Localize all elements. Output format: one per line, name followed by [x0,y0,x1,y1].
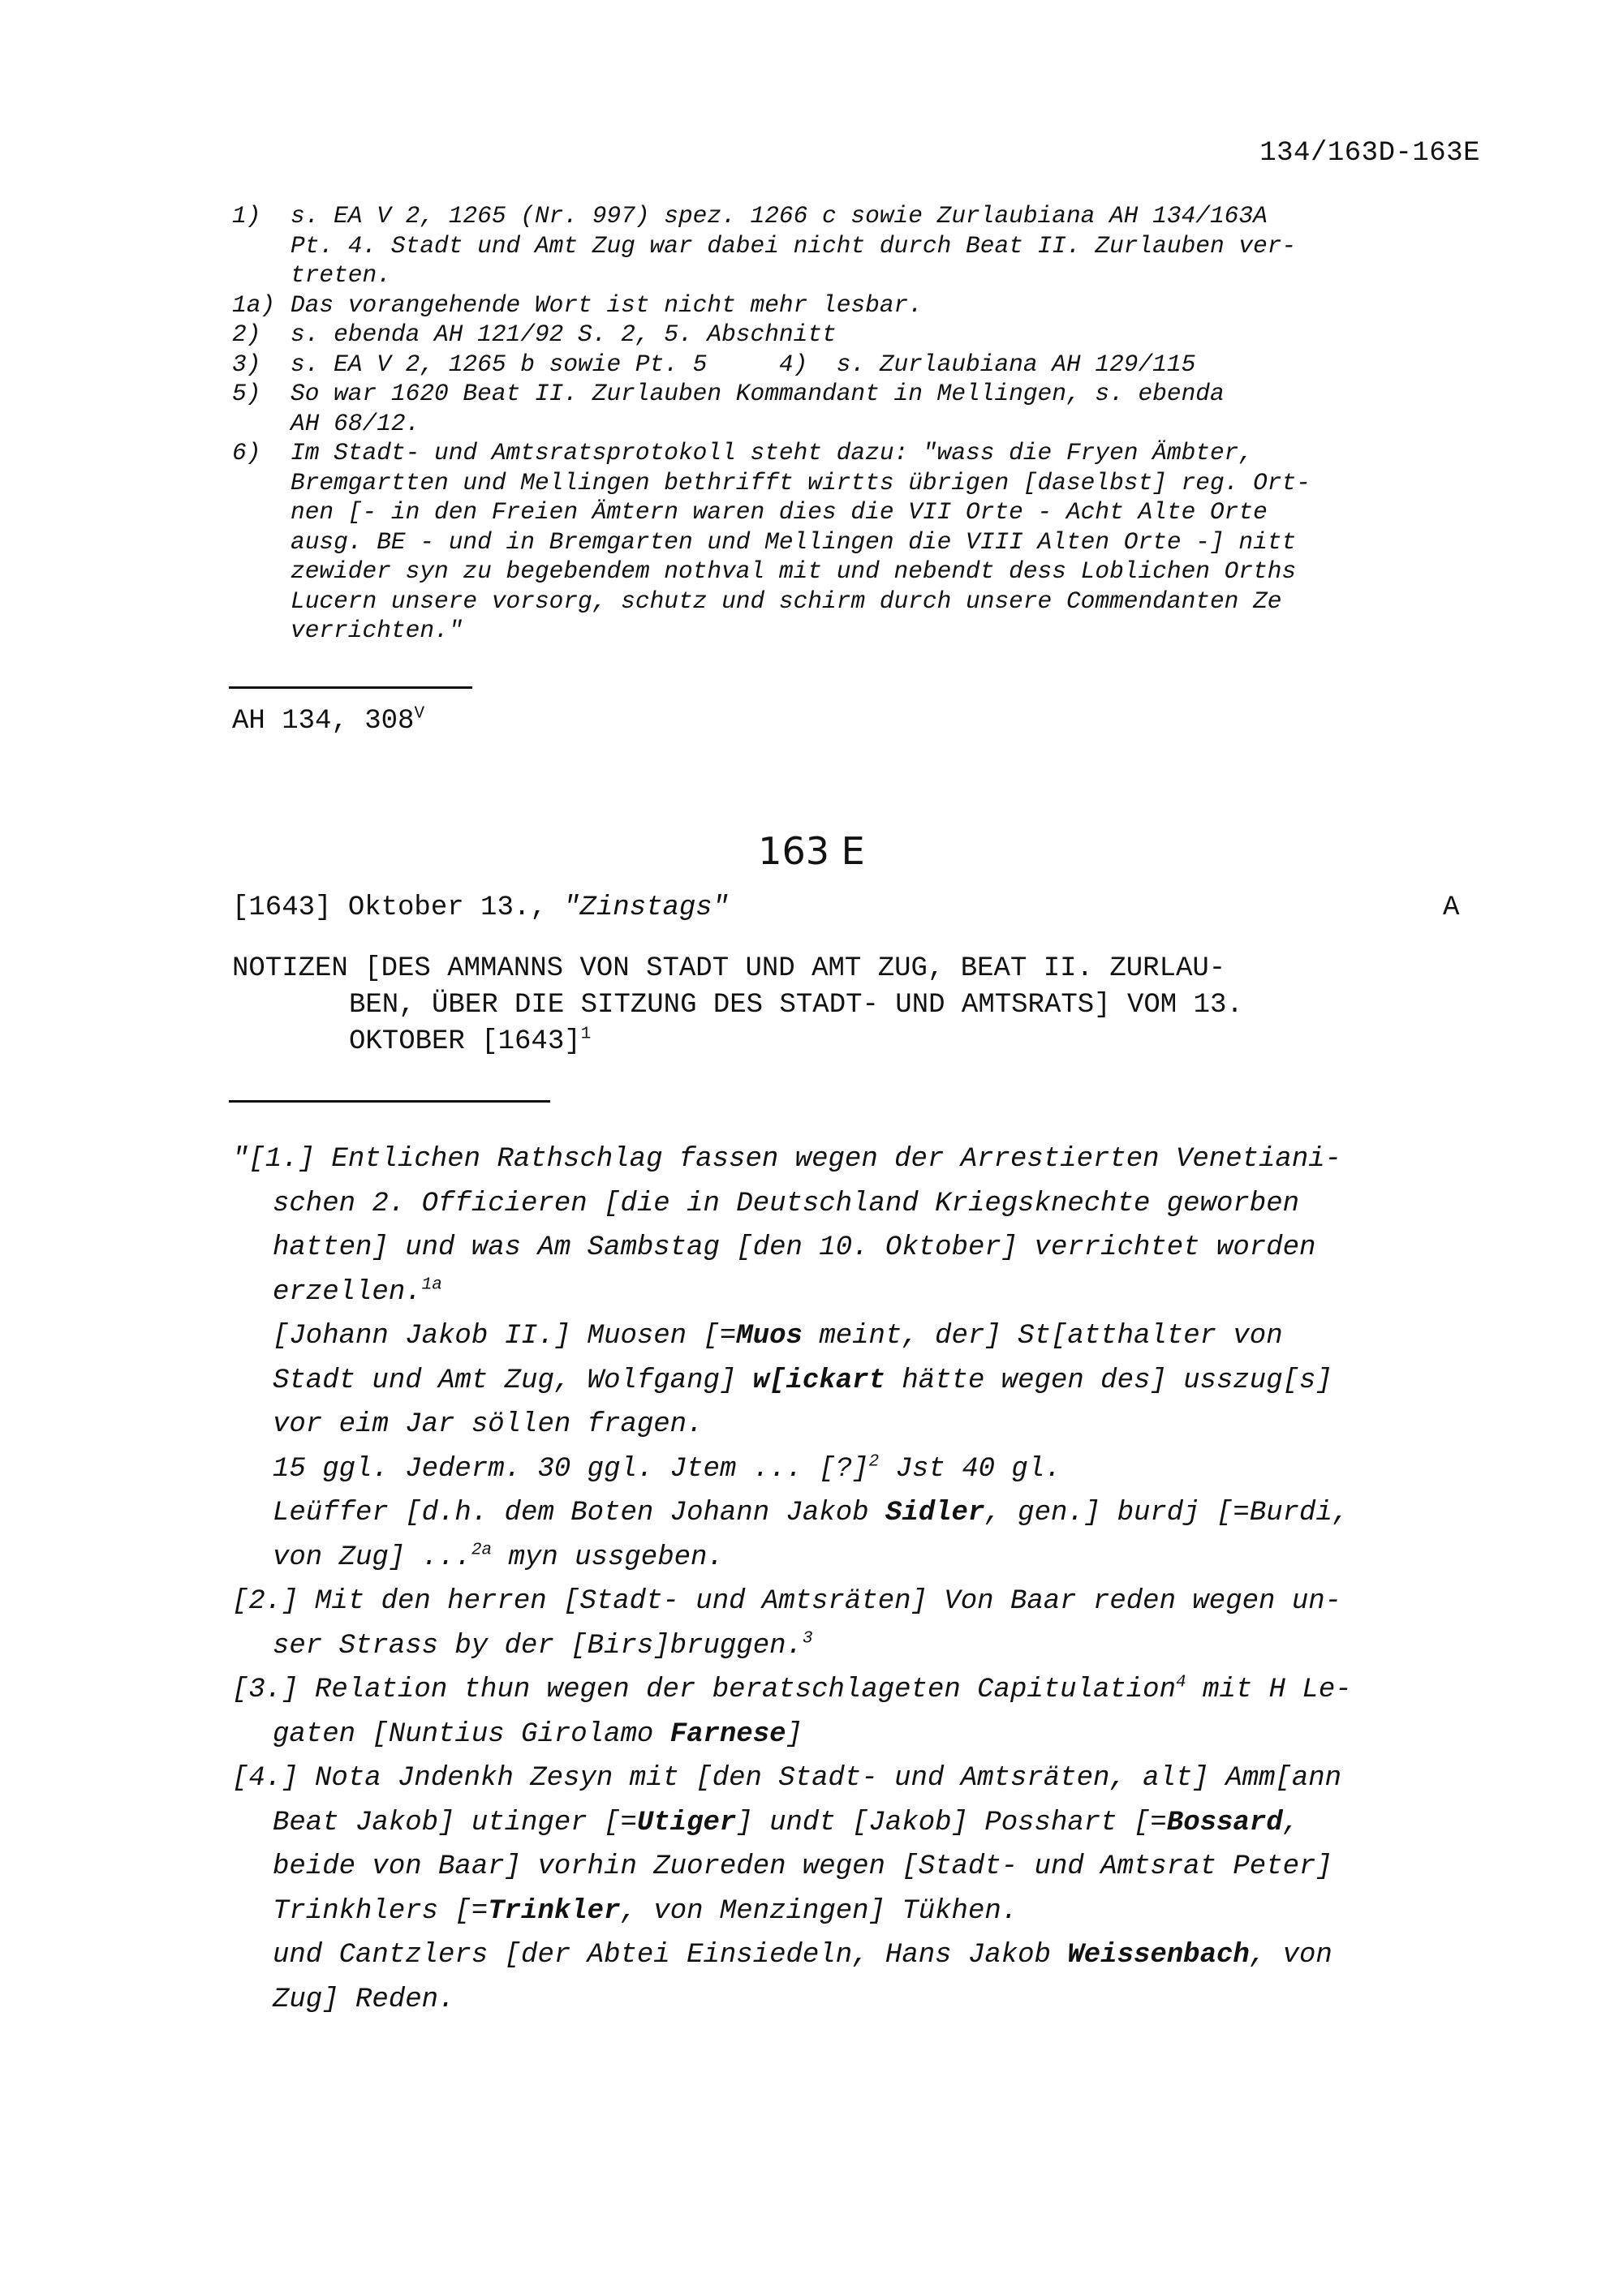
footnote [232,201,1498,290]
footnote-line: s. EA V 2, 1265 (Nr. 997) spez. 1266 c sowie Zurlaubiana AH 134/163A [291,202,1268,230]
heading-separator-rule [229,1100,550,1103]
heading-line-3-text: OKTOBER [1643] [349,1026,581,1057]
p4-line-2 [232,1801,1498,1846]
archive-reference [232,703,425,737]
p1-l9-a: Leüffer [d.h. dem Boten Johann Jakob [273,1498,885,1529]
archive-reference-sup: V [414,703,425,724]
footnote-line: Das vorangehende Wort ist nicht mehr lesbar. [291,290,923,319]
footnote-number: 5) [232,380,261,407]
footnote-ref-2a: 2a [471,1540,493,1560]
footnote-number: 3) [232,350,261,378]
footnote [232,438,1498,646]
p4-l4-a: Trinkhlers [= [273,1895,489,1927]
p1-l6-c: hätte wegen des] usszug[s] [885,1365,1332,1396]
p4-line-6: Zug] Reden. [273,1984,455,2015]
heading-line-3 [232,1024,1466,1060]
heading-line-2: BEN, ÜBER DIE SITZUNG DES STADT- UND AMTSRATS] VOM 13. [349,990,1243,1021]
name-wickart: w[ickart [752,1365,885,1396]
paragraph-2 [232,1580,1498,1668]
footnote-line: So war 1620 Beat II. Zurlauben Kommandant in Mellingen, s. ebenda [291,380,1225,407]
footnote-number: 2) [232,320,261,348]
p4-l5-a: und Cantzlers [der Abtei Einsiedeln, Hans Jakob [273,1940,1068,1971]
p4-line-1: [4.] Nota Jndenkh Zesyn mit [den Stadt- und Amtsräten, alt] Amm[ann [232,1763,1342,1794]
footnote [232,350,1498,380]
copy-mark: A [1443,892,1460,923]
p3-line-2 [232,1713,1498,1757]
paragraph-1 [232,1137,1498,1580]
p4-line-4 [232,1890,1498,1934]
p1-line-4 [232,1271,1498,1315]
footnote-number: 6) [232,439,261,467]
p1-line-9 [232,1491,1498,1536]
p3-l2-c: ] [786,1718,803,1750]
p3-line-1 [232,1668,1498,1713]
footnote-ref-3: 3 [802,1628,813,1649]
heading-footnote-ref: 1 [580,1024,592,1044]
footnote-line: ausg. BE - und in Bremgarten und Mellingen die VIII Alten Orte -] nitt [291,527,1297,556]
p4-l2-e: , [1282,1807,1300,1838]
p4-line-3: beide von Baar] vorhin Zuoreden wegen [Stadt- und Amtsrat Peter] [273,1851,1332,1882]
p4-l2-c: ] undt [Jakob] Posshart [= [736,1807,1167,1838]
footnote-line: Bremgartten und Mellingen bethrifft wirtts übrigen [daselbst] reg. Ort- [291,468,1311,497]
footnote [232,379,1498,438]
name-muos: Muos [736,1321,803,1352]
name-trinkler: Trinkler [488,1895,621,1927]
date-text: [1643] Oktober 13., [232,892,564,923]
p1-line-2: schen 2. Officieren [die in Deutschland Kriegsknechte geworben [273,1188,1300,1219]
footnote-ref-1a: 1a [421,1275,442,1295]
footnote-line: zewider syn zu begebendem nothval mit und nebendt dess Loblichen Orths [291,557,1297,585]
footnote-separator-rule [229,686,472,689]
date-quote: "Zinstags" [563,892,730,923]
footnote [232,320,1498,350]
p1-line-7: vor eim Jar söllen fragen. [273,1409,704,1440]
p2-line-1: [2.] Mit den herren [Stadt- und Amtsräten] Von Baar reden wegen un- [232,1586,1342,1617]
footnote-line: nen [- in den Freien Ämtern waren dies die VII Orte - Acht Alte Orte [291,498,1268,526]
footnote-line: s. ebenda AH 121/92 S. 2, 5. Abschnitt [291,320,837,348]
p1-line-4-text: erzellen. [273,1276,422,1308]
p1-l10-b: myn ussgeben. [492,1541,724,1573]
name-bossard: Bossard [1166,1807,1283,1838]
main-text [232,1137,1498,2022]
p1-l5-a: [Johann Jakob II.] Muosen [= [273,1321,737,1352]
p1-line-5 [232,1314,1498,1359]
p2-line-2-text: ser Strass by der [Birs]bruggen. [273,1630,803,1662]
p3-l1-a: [3.] Relation thun wegen der beratschlageten Capitulation [232,1675,1176,1705]
p1-l5-c: meint, der] St[atthalter von [802,1321,1283,1352]
p3-l1-b: mit H Le- [1186,1675,1352,1705]
p1-line-10 [232,1536,1498,1580]
heading-line-1: NOTIZEN [DES AMMANNS VON STADT UND AMT ZUG, BEAT II. ZURLAU- [232,953,1226,984]
paragraph-3 [232,1668,1498,1756]
footnote-line: Im Stadt- und Amtsratsprotokoll steht dazu: "wass die Fryen Ämbter, [291,439,1254,467]
p1-line-6 [232,1359,1498,1404]
p1-l8-a: 15 ggl. Jederm. 30 ggl. Jtem ... [?] [273,1453,869,1485]
footnote-line: AH 68/12. [291,409,420,437]
p4-l5-c: , von [1249,1940,1332,1971]
name-weissenbach: Weissenbach [1067,1940,1250,1971]
p4-l4-c: , von Menzingen] Tükhen. [620,1895,1018,1927]
page-reference: 134/163D-163E [1259,138,1480,169]
document-number: 163 E [758,829,865,873]
p4-line-5 [232,1933,1498,1978]
name-utiger: Utiger [636,1807,737,1838]
footnote-ref-2: 2 [868,1451,880,1472]
p1-line-3: hatten] und was Am Sambstag [den 10. Oktober] verrichtet worden [273,1232,1316,1263]
p1-l9-c: , gen.] burdj [=Burdi, [984,1498,1350,1529]
footnote-line: verrichten." [291,617,463,644]
archive-reference-text: AH 134, 308 [232,706,415,737]
p1-line-8 [232,1447,1498,1492]
p3-l2-a: gaten [Nuntius Girolamo [273,1718,670,1750]
footnote-line: treten. [291,261,391,289]
document-heading [232,951,1466,1060]
p1-l6-a: Stadt und Amt Zug, Wolfgang] [273,1365,753,1396]
p1-line-1: "[1.] Entlichen Rathschlag fassen wegen der Arrestierten Venetiani- [232,1144,1342,1175]
footnote [232,290,1498,320]
footnote-line: Lucern unsere vorsorg, schutz und schirm durch unsere Commendanten Ze [291,587,1282,615]
name-sidler: Sidler [885,1498,985,1529]
footnote-ref-4: 4 [1176,1672,1186,1692]
footnotes [232,201,1498,646]
footnote-line: s. EA V 2, 1265 b sowie Pt. 5 4) s. Zurlaubiana AH 129/115 [291,350,1196,378]
p4-l2-a: Beat Jakob] utinger [= [273,1807,637,1838]
name-farnese: Farnese [669,1718,786,1750]
footnote-line: Pt. 4. Stadt und Amt Zug war dabei nicht durch Beat II. Zurlauben ver- [291,231,1297,260]
p1-l8-b: Jst 40 gl. [879,1453,1061,1485]
footnote-number: 1) [232,202,261,230]
document-date [232,892,729,923]
p1-l10-a: von Zug] ... [273,1541,471,1573]
p2-line-2 [232,1624,1498,1669]
paragraph-4 [232,1756,1498,2022]
footnote-number: 1a) [232,290,276,319]
